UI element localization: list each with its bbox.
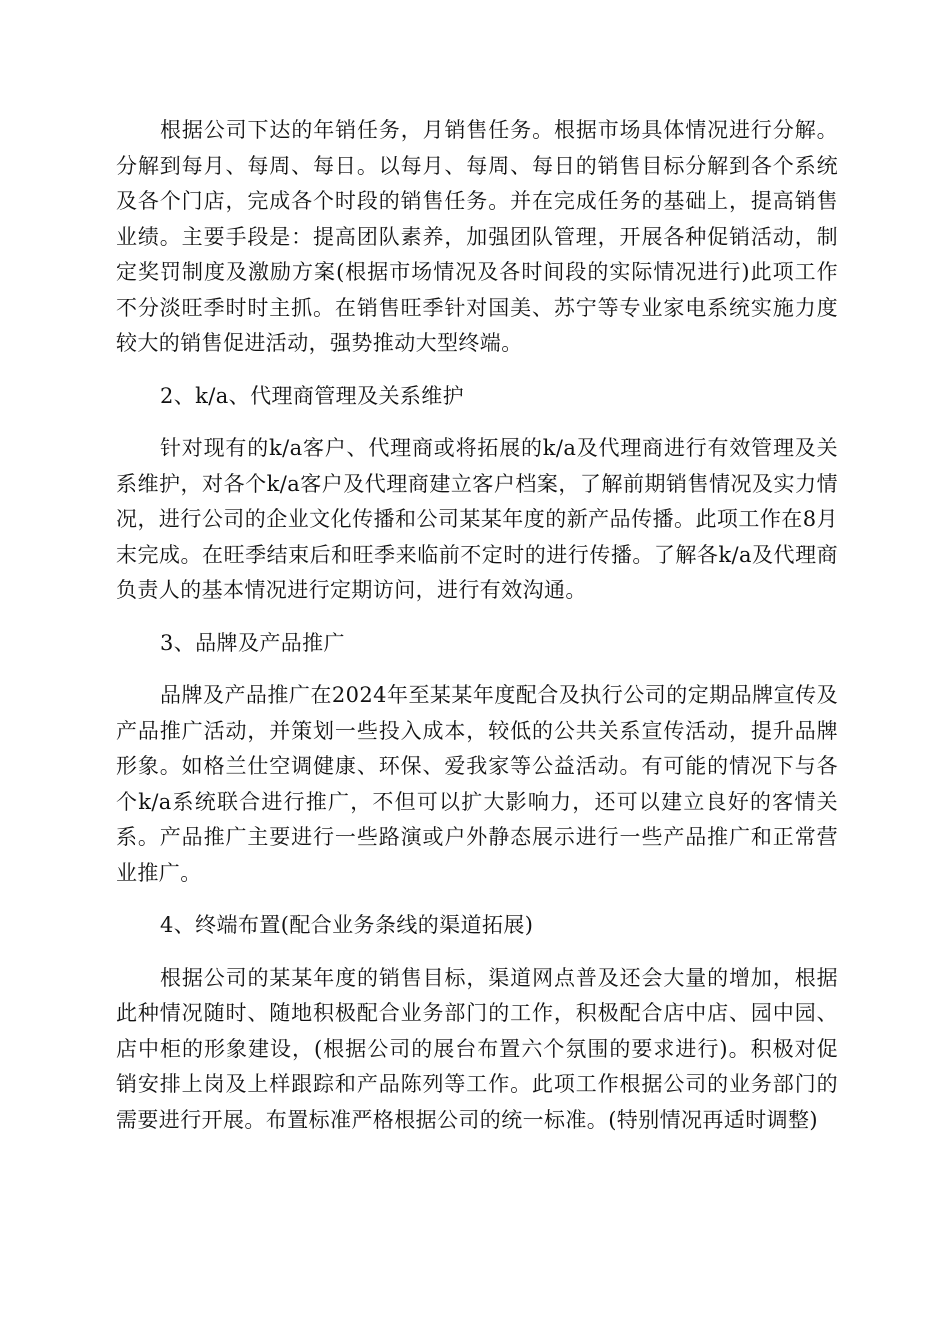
paragraph-sales-targets: 根据公司下达的年销任务，月销售任务。根据市场具体情况进行分解。分解到每月、每周、每日。以每月、每周、每日的销售目标分解到各个系统及各个门店，完成各个时段的销售任务。并在完成任务的基础上，提高销售业绩。主要手段是：提高团队素养，加强团队管理，开展各种促销活动，制定奖罚制度及激励方案(根据市场情况及各时间段的实际情况进行)此项工作不分淡旺季时时主抓。在销售旺季针对国美、苏宁等专业家电系统实施力度较大的销售促进活动，强势推动大型终端。 bbox=[116, 118, 838, 355]
document-page bbox=[116, 113, 838, 1138]
paragraph-ka-agent-management: 针对现有的k/a客户、代理商或将拓展的k/a及代理商进行有效管理及关系维护，对各个k/a客户及代理商建立客户档案，了解前期销售情况及实力情况，进行公司的企业文化传播和公司某某年度的新产品传播。此项工作在8月末完成。在旺季结束后和旺季来临前不定时的进行传播。了解各k/a及代理商负责人的基本情况进行定期访问，进行有效沟通。 bbox=[116, 436, 838, 602]
paragraph-terminal-layout: 根据公司的某某年度的销售目标，渠道网点普及还会大量的增加，根据此种情况随时、随地积极配合业务部门的工作，积极配合店中店、园中园、店中柜的形象建设，(根据公司的展台布置六个氛围的要求进行)。积极对促销安排上岗及上样跟踪和产品陈列等工作。此项工作根据公司的业务部门的需要进行开展。布置标准严格根据公司的统一标准。(特别情况再适时调整) bbox=[116, 965, 838, 1132]
paragraph-brand-promotion: 品牌及产品推广在2024年至某某年度配合及执行公司的定期品牌宣传及产品推广活动，并策划一些投入成本，较低的公共关系宣传活动，提升品牌形象。如格兰仕空调健康、环保、爱我家等公益活动。有可能的情况下与各个k/a系统联合进行推广，不但可以扩大影响力，还可以建立良好的客情关系。产品推广主要进行一些路演或户外静态展示进行一些产品推广和正常营业推广。 bbox=[116, 683, 838, 885]
heading-ka-agent-management: 2、k/a、代理商管理及关系维护 bbox=[160, 383, 465, 408]
heading-brand-promotion: 3、品牌及产品推广 bbox=[160, 630, 345, 655]
heading-terminal-layout: 4、终端布置(配合业务条线的渠道拓展) bbox=[160, 913, 534, 937]
